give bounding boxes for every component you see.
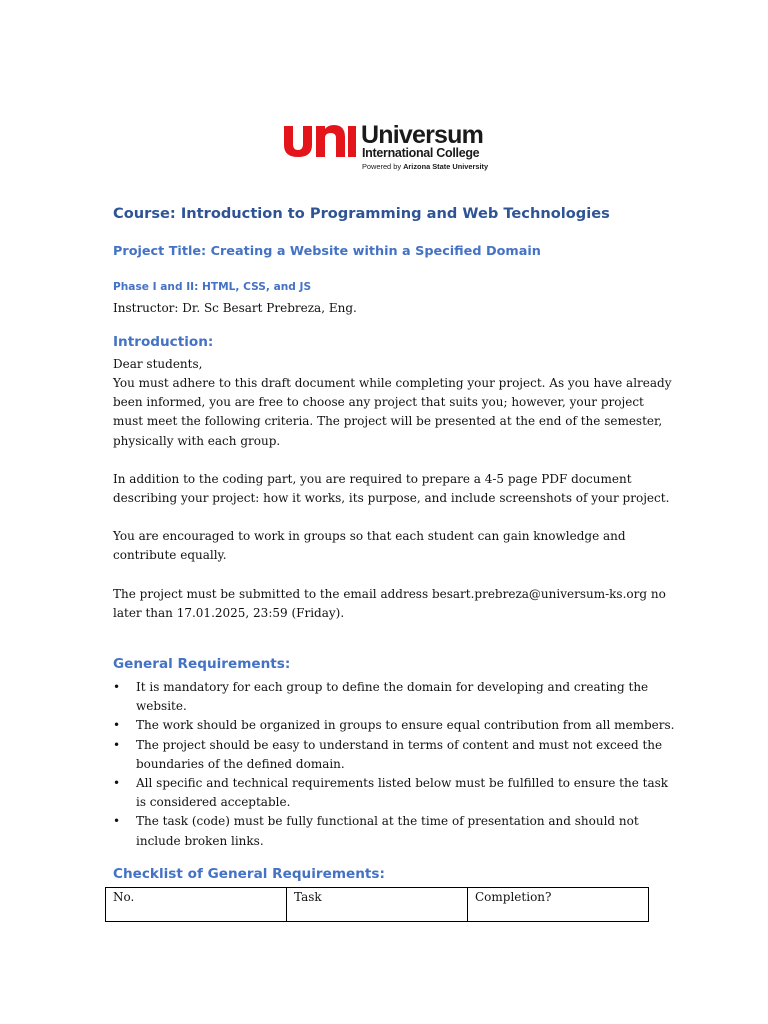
checklist-heading: Checklist of General Requirements:	[113, 866, 385, 882]
text-line: It is mandatory for each group to define the domain for developing and creating the	[136, 680, 649, 694]
logo-name: Universum	[361, 121, 484, 149]
column-header-completion: Completion?	[468, 888, 649, 922]
column-header-no: No.	[106, 888, 287, 922]
text-line: must meet the following criteria. The project will be presented at the end of the semester,	[113, 414, 663, 429]
text-line: is considered acceptable.	[136, 795, 291, 810]
text-line: physically with each group.	[113, 433, 281, 448]
list-item	[113, 812, 673, 850]
checklist-table	[105, 887, 649, 922]
bullet-icon: •	[113, 718, 121, 733]
introduction-heading: Introduction:	[113, 334, 214, 350]
bullet-icon: •	[113, 680, 121, 694]
course-heading: Course: Introduction to Programming and Web Technologies	[113, 205, 610, 222]
logo-powered-prefix: Powered by	[362, 162, 404, 171]
uni-logo-mark-icon	[282, 124, 356, 158]
text-line: All specific and technical requirements listed below must be fulfilled to ensure the task	[136, 776, 669, 791]
logo-powered-institution: Arizona State University	[403, 162, 489, 171]
list-item	[113, 736, 673, 774]
text-line: The project must be submitted to the email address besart.prebreza@universum-ks.org no	[113, 587, 666, 601]
logo-powered-by	[362, 162, 488, 171]
list-item	[113, 774, 673, 812]
bullet-icon: •	[113, 737, 121, 752]
text-line: boundaries of the defined domain.	[136, 756, 345, 771]
introduction-greeting	[113, 355, 673, 374]
list-item	[113, 678, 673, 716]
text-line: been informed, you are free to choose any project that suits you; however, your project	[113, 395, 644, 410]
general-requirements-list	[113, 678, 673, 851]
text-line: You are encouraged to work in groups so that each student can gain knowledge and	[113, 529, 626, 543]
text-line: The task (code) must be fully functional at the time of presentation and should not	[136, 814, 639, 829]
text-line: include broken links.	[136, 833, 264, 848]
introduction-paragraph-2	[113, 470, 673, 508]
list-item	[113, 716, 673, 735]
text-line: You must adhere to this draft document while completing your project. As you have already	[113, 376, 672, 390]
college-logo	[282, 122, 492, 174]
bullet-icon: •	[113, 776, 121, 791]
introduction-paragraph-4	[113, 585, 673, 623]
greeting-text: Dear students,	[113, 357, 203, 371]
instructor-text: Instructor: Dr. Sc Besart Prebreza, Eng.	[113, 301, 357, 315]
general-requirements-heading: General Requirements:	[113, 656, 291, 672]
logo-subtitle: International College	[362, 146, 480, 160]
instructor-line	[113, 299, 673, 318]
text-line: later than 17.01.2025, 23:59 (Friday).	[113, 606, 345, 621]
table-header-row	[106, 888, 649, 922]
text-line: website.	[136, 699, 187, 714]
project-title-heading: Project Title: Creating a Website within a Specified Domain	[113, 244, 541, 259]
text-line: contribute equally.	[113, 548, 227, 563]
introduction-paragraph-3	[113, 527, 673, 565]
text-line: In addition to the coding part, you are required to prepare a 4-5 page PDF document	[113, 472, 632, 486]
text-line: The work should be organized in groups to ensure equal contribution from all members.	[136, 718, 675, 733]
text-line: The project should be easy to understand in terms of content and must not exceed the	[136, 737, 663, 752]
bullet-icon: •	[113, 814, 121, 829]
column-header-task: Task	[287, 888, 468, 922]
introduction-paragraph-1	[113, 374, 673, 451]
text-line: describing your project: how it works, its purpose, and include screenshots of your project.	[113, 491, 670, 506]
phase-heading: Phase I and II: HTML, CSS, and JS	[113, 281, 312, 293]
